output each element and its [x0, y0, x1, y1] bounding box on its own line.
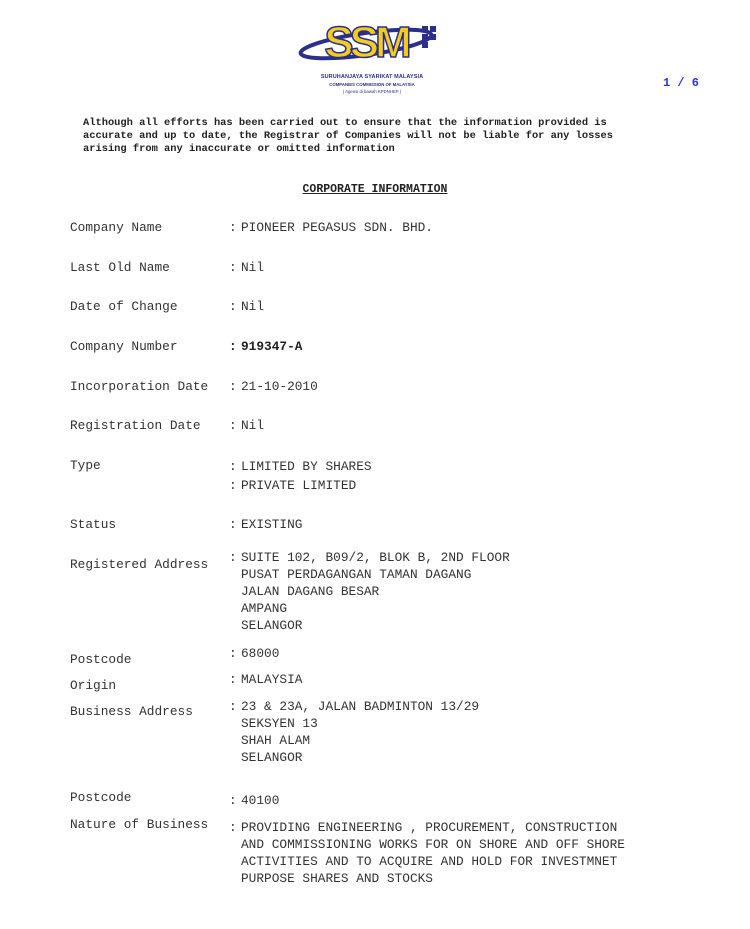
origin-label: Origin: [70, 678, 117, 693]
company-number-label: Company Number: [70, 339, 178, 354]
ssm-logo-graphic: [296, 14, 448, 74]
registered-address-value: : SUITE 102, B09/2, BLOK B, 2ND FLOOR PUSAT PERDAGANGAN TAMAN DAGANG JALAN DAGANG BESAR AMPANG SELANGOR: [229, 550, 510, 633]
section-heading: CORPORATE INFORMATION: [302, 183, 448, 196]
registration-date-label: Registration Date: [70, 418, 201, 433]
disclaimer: [83, 117, 643, 156]
disclaimer-line: accurate and up to date, the Registrar of Companies will not be liable for any losses: [83, 130, 614, 142]
disclaimer-line: Although all efforts has been carried out to ensure that the information provided is: [83, 117, 607, 129]
last-old-name-value: : Nil: [229, 260, 265, 275]
nature-of-business-label: Nature of Business: [70, 817, 209, 832]
last-old-name-label: Last Old Name: [70, 260, 170, 275]
company-name-value: : PIONEER PEGASUS SDN. BHD.: [229, 220, 433, 235]
status-value: : EXISTING: [229, 517, 303, 532]
logo-agency-note: ( Agensi di bawah KPDNHEP ): [342, 89, 402, 94]
business-address-label: Business Address: [70, 704, 193, 719]
nature-of-business-value: : PROVIDING ENGINEERING , PROCUREMENT, CONSTRUCTION AND COMMISSIONING WORKS FOR ON SHORE AND OFF SHORE ACTIVITIES AND TO ACQUIRE AND HOLD FOR INVESTMNET PURPOSE SHARES AND STOCKS: [229, 820, 625, 886]
disclaimer-line: arising from any inaccurate or omitted information: [83, 143, 395, 155]
business-address-value: : 23 & 23A, JALAN BADMINTON 13/29 SEKSYEN 13 SHAH ALAM SELANGOR: [229, 699, 480, 765]
postcode-label: Postcode: [70, 790, 132, 805]
type-value: : LIMITED BY SHARES : PRIVATE LIMITED: [229, 459, 372, 493]
logo-agency-name-en: COMPANIES COMMISSION OF MALAYSIA: [329, 82, 415, 87]
origin-value: : MALAYSIA: [229, 672, 303, 687]
postcode-label: Postcode: [70, 652, 132, 667]
status-label: Status: [70, 517, 117, 532]
company-name-label: Company Name: [70, 220, 163, 235]
postcode-value: : 40100: [229, 793, 280, 808]
ssm-logo: [296, 14, 448, 98]
postcode-value: : 68000: [229, 646, 280, 661]
page-indicator: 1 / 6: [663, 76, 700, 90]
incorporation-date-value: : 21-10-2010: [229, 379, 318, 394]
company-number-value: : 919347-A: [229, 339, 303, 354]
date-of-change-value: : Nil: [229, 299, 265, 314]
registered-address-label: Registered Address: [70, 557, 209, 572]
logo-agency-name: SURUHANJAYA SYARIKAT MALAYSIA: [320, 74, 424, 80]
registration-date-value: : Nil: [229, 418, 265, 433]
incorporation-date-label: Incorporation Date: [70, 379, 209, 394]
type-label: Type: [70, 458, 101, 473]
ssm-logo-letters: SSM: [324, 18, 408, 67]
date-of-change-label: Date of Change: [70, 299, 178, 314]
